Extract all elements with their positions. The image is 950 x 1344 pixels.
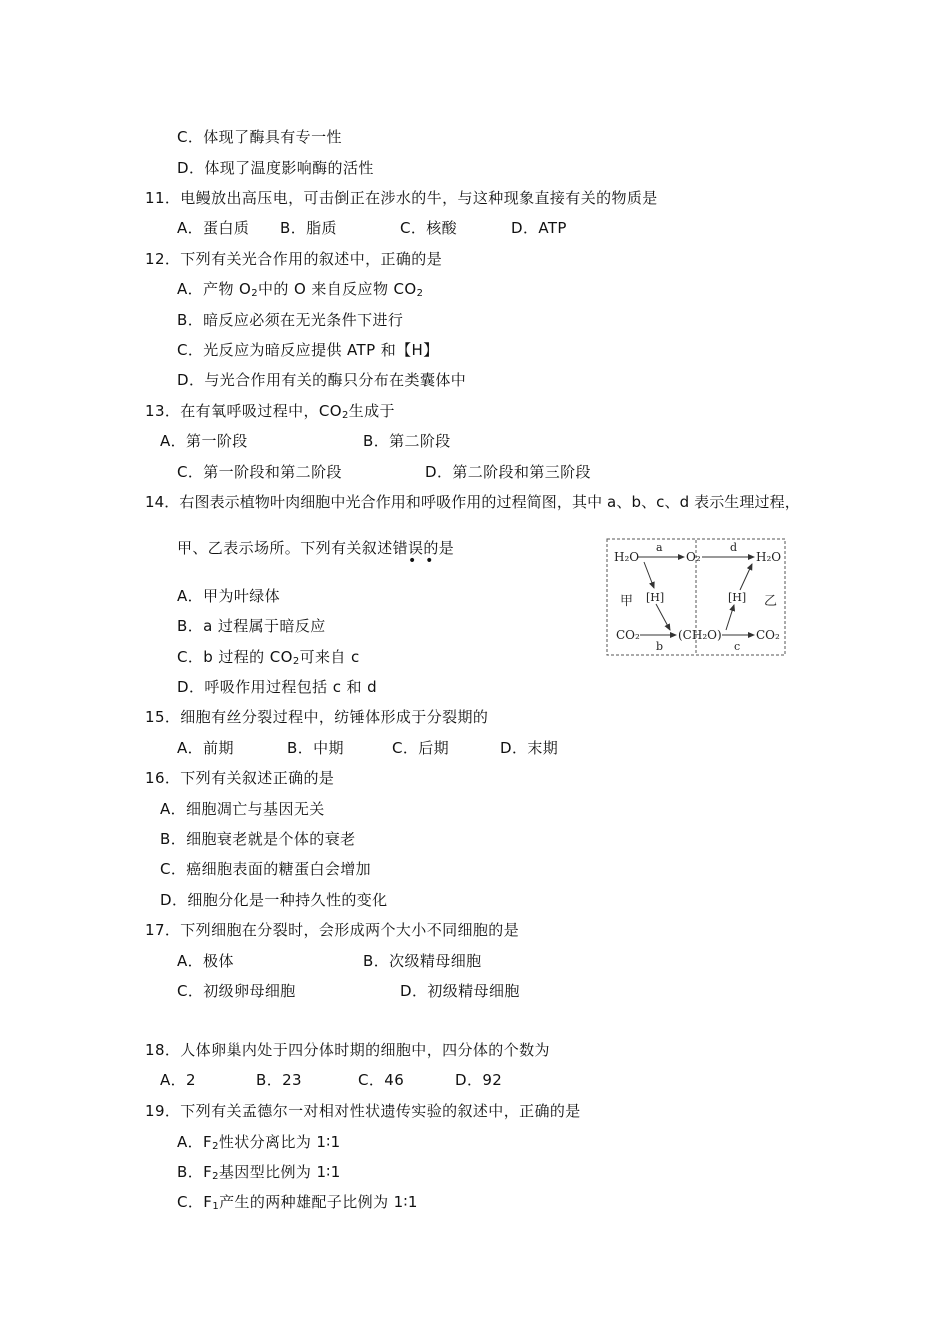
q14-stem-line2: 甲、乙表示场所。下列有关叙述错误的是: [177, 539, 455, 557]
q12-option-b: B．暗反应必须在无光条件下进行: [177, 311, 404, 329]
arrow-ch2o-to-h: [726, 605, 734, 630]
q12-option-c: C．光反应为暗反应提供 ATP 和【H】: [177, 341, 439, 359]
q17-stem: 17．下列细胞在分裂时，会形成两个大小不同细胞的是: [145, 921, 520, 939]
q18-option-c: C．46: [358, 1071, 405, 1089]
q12-option-d: D．与光合作用有关的酶只分布在类囊体中: [177, 371, 467, 389]
q16-option-c: C．癌细胞表面的糖蛋白会增加: [160, 860, 372, 878]
q11-option-a: A．蛋白质: [177, 219, 250, 237]
q18-option-d: D．92: [455, 1071, 503, 1089]
q19-option-b: B．$F_2$基因型比例为 1∶1: [177, 1163, 341, 1182]
emphasis-dots: • •: [408, 553, 434, 569]
q11-stem: 11．电鳗放出高压电，可击倒正在涉水的牛，与这种现象直接有关的物质是: [145, 189, 658, 207]
q19-stem: 19．下列有关孟德尔一对相对性状遗传实验的叙述中，正确的是: [145, 1102, 581, 1120]
q14-option-a: A．甲为叶绿体: [177, 587, 281, 605]
q11-option-d: D．ATP: [511, 219, 567, 237]
q18-stem: 18．人体卵巢内处于四分体时期的细胞中，四分体的个数为: [145, 1041, 550, 1059]
q17-option-a: A．极体: [177, 952, 234, 970]
photosynthesis-respiration-diagram: [606, 538, 786, 656]
q17-option-b: B．次级精母细胞: [363, 952, 482, 970]
label-h2o-left: H₂O: [614, 550, 640, 564]
arrow-h-to-ch2o: [656, 604, 670, 630]
q10-option-c: C．体现了酶具有专一性: [177, 128, 342, 146]
q18-option-b: B．23: [256, 1071, 302, 1089]
arrow-h-to-h2o: [740, 564, 752, 590]
q13-stem: 13．在有氧呼吸过程中，$CO_2$生成于: [145, 402, 395, 421]
label-a: a: [656, 541, 663, 554]
q13-option-a: A．第一阶段: [160, 432, 248, 450]
q16-stem: 16．下列有关叙述正确的是: [145, 769, 335, 787]
q19-option-a: A．$F_2$性状分离比为 1∶1: [177, 1133, 341, 1152]
q17-option-c: C．初级卵母细胞: [177, 982, 296, 1000]
label-h-left: [H]: [646, 591, 665, 604]
label-yi: 乙: [764, 594, 778, 609]
q15-option-a: A．前期: [177, 739, 234, 757]
q15-stem: 15．细胞有丝分裂过程中，纺锤体形成于分裂期的: [145, 708, 489, 726]
arrow-h2o-to-h: [644, 562, 654, 588]
label-ch2o: (CH₂O): [678, 628, 722, 642]
q12-option-a: A．产物 $O_2$中的 O 来自反应物 $CO_2$: [177, 280, 424, 299]
label-jia: 甲: [620, 594, 634, 609]
q15-option-d: D．末期: [500, 739, 559, 757]
q13-option-c: C．第一阶段和第二阶段: [177, 463, 342, 481]
q14-option-d: D．呼吸作用过程包括 c 和 d: [177, 678, 378, 696]
q14-option-c: C．b 过程的 $CO_2$可来自 c: [177, 648, 360, 667]
q12-stem: 12．下列有关光合作用的叙述中，正确的是: [145, 250, 443, 268]
q11-option-b: B．脂质: [280, 219, 337, 237]
q13-option-d: D．第二阶段和第三阶段: [425, 463, 591, 481]
label-b: b: [656, 640, 664, 653]
q14-option-b: B．a 过程属于暗反应: [177, 617, 326, 635]
q11-option-c: C．核酸: [400, 219, 458, 237]
q18-option-a: A．2: [160, 1071, 197, 1089]
q16-option-d: D．细胞分化是一种持久性的变化: [160, 891, 388, 909]
q13-option-b: B．第二阶段: [363, 432, 451, 450]
q10-option-d: D．体现了温度影响酶的活性: [177, 159, 374, 177]
q14-stem-line1: 14．右图表示植物叶肉细胞中光合作用和呼吸作用的过程简图，其中 a、b、c、d 表示生理过程，: [145, 493, 800, 511]
label-d: d: [730, 541, 738, 554]
label-co2-right: CO₂: [756, 628, 780, 642]
label-co2-left: CO₂: [616, 628, 640, 642]
q15-option-b: B．中期: [287, 739, 344, 757]
q17-option-d: D．初级精母细胞: [400, 982, 520, 1000]
label-h-right: [H]: [728, 591, 747, 604]
label-h2o-right: H₂O: [756, 550, 782, 564]
q16-option-a: A．细胞凋亡与基因无关: [160, 800, 325, 818]
q19-option-c: C．$F_1$产生的两种雄配子比例为 1∶1: [177, 1193, 418, 1212]
q15-option-c: C．后期: [392, 739, 450, 757]
q16-option-b: B．细胞衰老就是个体的衰老: [160, 830, 356, 848]
label-c: c: [734, 640, 741, 653]
label-o2: O₂: [686, 550, 701, 564]
